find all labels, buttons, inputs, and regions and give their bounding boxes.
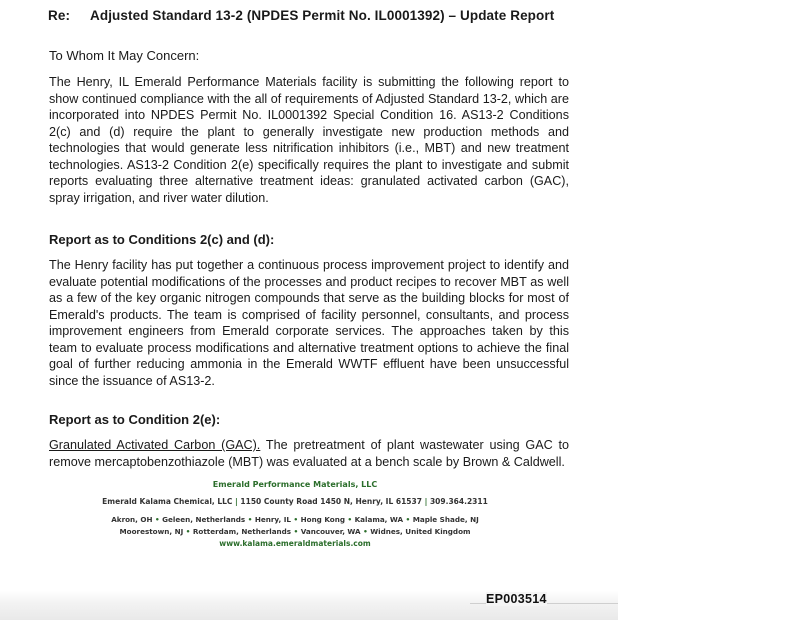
subject-line	[48, 8, 554, 23]
section-heading-conditions-c-d: Report as to Conditions 2(c) and (d):	[49, 232, 275, 247]
footer-locations-line1: Akron, OH • Geleen, Netherlands • Henry, IL • Hong Kong • Kalama, WA • Maple Shade, NJ	[111, 515, 479, 524]
section-heading-condition-e: Report as to Condition 2(e):	[49, 412, 221, 427]
section-body-conditions-c-d: The Henry facility has put together a continuous process improvement project to identify and evaluate potential modifications of the processes and product recipes to recover MBT as well as a few of the key organic nitrogen compounds that serve as the building blocks for most of Emerald's products. The team is comprised of facility personnel, consultants, and process improvement engineers from Emerald corporate services. The approaches taken by this team to evaluate process modifications and alternative treatment options to achieve the final goal of further reducing ammonia in the Emerald WWTF effluent have been unsuccessful since the issuance of AS13-2.	[49, 258, 569, 388]
location-item: Geleen, Netherlands	[162, 515, 246, 524]
footer-website: www.kalama.emeraldmaterials.com	[219, 539, 371, 548]
location-item: Maple Shade, NJ	[412, 515, 479, 524]
footer-company: Emerald Performance Materials, LLC	[212, 480, 378, 489]
re-label: Re:	[48, 8, 71, 23]
footer-address-name: Emerald Kalama Chemical, LLC	[102, 497, 233, 506]
location-item: Akron, OH	[111, 515, 153, 524]
salutation: To Whom It May Concern:	[49, 48, 200, 63]
location-item: Henry, IL	[254, 515, 291, 524]
gac-label: Granulated Activated Carbon (GAC).	[49, 438, 261, 452]
intro-paragraph: The Henry, IL Emerald Performance Materials facility is submitting the following report to show continued compliance with the all of requirements of Adjusted Standard 13-2, which are incorporated into NPDES Permit No. IL0001392 Special Condition 16. AS13-2 Conditions 2(c) and (d) require the plant to generally investigate new production methods and technologies that would generate less nitrification inhibitors (i.e., MBT) and new treatment technologies. AS13-2 Condition 2(e) specifically requires the plant to investigate and submit reports evaluating three alternative treatment ideas: granulated activated carbon (GAC), spray irrigation, and river water dilution.	[49, 75, 569, 205]
location-item: Hong Kong	[300, 515, 345, 524]
bates-number: EP003514	[486, 592, 547, 606]
footer-address-street: 1150 County Road 1450 N, Henry, IL 61537	[240, 497, 422, 506]
footer-locations-line2: Moorestown, NJ • Rotterdam, Netherlands • Vancouver, WA • Widnes, United Kingdom	[119, 527, 471, 536]
location-item: Rotterdam, Netherlands	[192, 527, 292, 536]
location-item: Widnes, United Kingdom	[370, 527, 471, 536]
section-body-condition-e	[49, 437, 569, 470]
subject-text: Adjusted Standard 13-2 (NPDES Permit No. IL0001392) – Update Report	[90, 8, 555, 23]
location-item: Moorestown, NJ	[119, 527, 184, 536]
footer-address-phone: 309.364.2311	[429, 497, 488, 506]
letterhead-footer	[80, 480, 510, 550]
gac-body: The pretreatment of plant wastewater using GAC to remove mercaptobenzothiazole (MBT) was evaluated at a bench scale by Brown & Caldwell.	[49, 438, 569, 469]
footer-address: Emerald Kalama Chemical, LLC | 1150 County Road 1450 N, Henry, IL 61537 | 309.364.2311	[102, 497, 488, 506]
location-item: Vancouver, WA	[300, 527, 361, 536]
location-item: Kalama, WA	[354, 515, 404, 524]
